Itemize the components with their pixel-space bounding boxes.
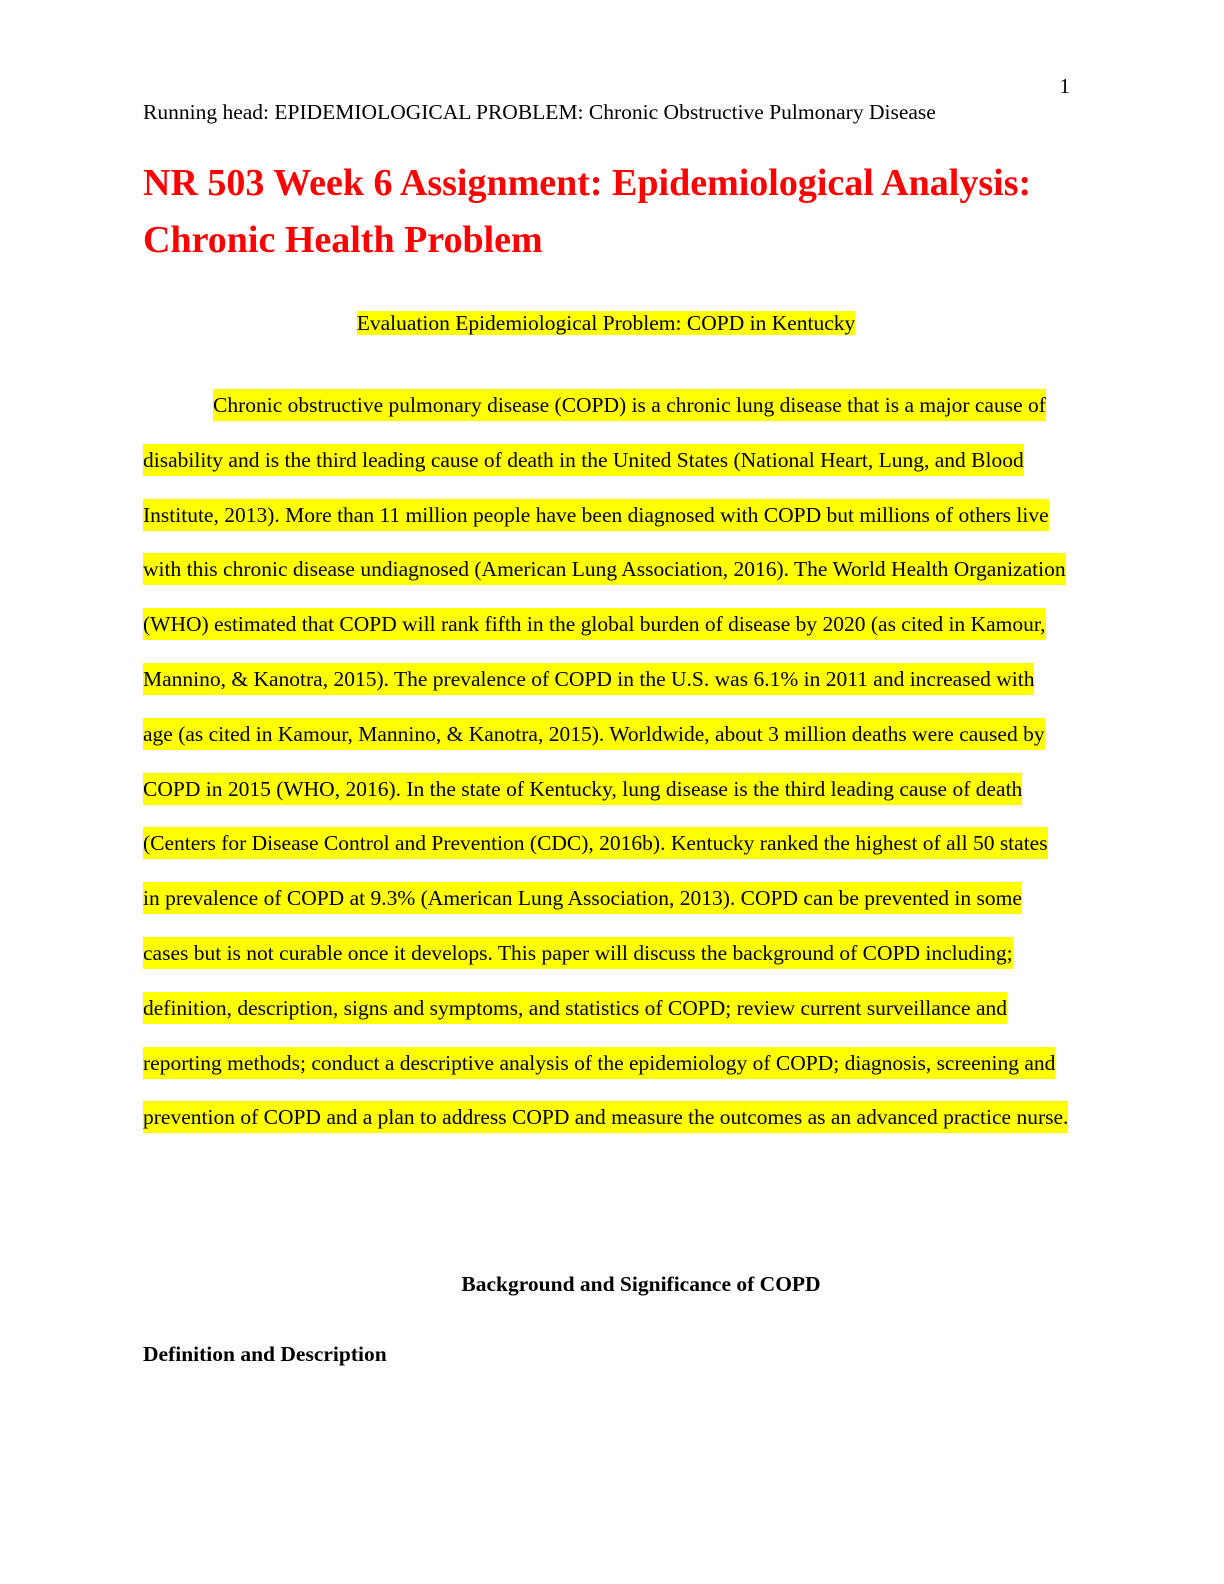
document-title: NR 503 Week 6 Assignment: Epidemiological Analysis: Chronic Health Problem: [143, 162, 1032, 261]
running-head: Running head: EPIDEMIOLOGICAL PROBLEM: Chronic Obstructive Pulmonary Disease: [143, 100, 936, 124]
intro-paragraph: Chronic obstructive pulmonary disease (COPD) is a chronic lung disease that is a major cause of disability and is the third leading cause of death in the United States (National Heart, Lung, and Blood Institute, 2013). More than 11 million people have been diagnosed with COPD but millions of others live with this chronic disease undiagnosed (American Lung Association, 2016). The World Health Organization (WHO) estimated that COPD will rank fifth in the global burden of disease by 2020 (as cited in Kamour, Mannino, & Kanotra, 2015). The prevalence of COPD in the U.S. was 6.1% in 2011 and increased with age (as cited in Kamour, Mannino, & Kanotra, 2015). Worldwide, about 3 million deaths were caused by COPD in 2015 (WHO, 2016). In the state of Kentucky, lung disease is the third leading cause of death (Centers for Disease Control and Prevention (CDC), 2016b). Kentucky ranked the highest of all 50 states in prevalence of COPD at 9.3% (American Lung Association, 2013). COPD can be prevented in some cases but is not curable once it develops. This paper will discuss the background of COPD including; definition, description, signs and symptoms, and statistics of COPD; review current surveillance and reporting methods; conduct a descriptive analysis of the epidemiology of COPD; diagnosis, screening and prevention of COPD and a plan to address COPD and measure the outcomes as an advanced practice nurse.: [143, 389, 1068, 1133]
page-number: 1: [1059, 74, 1070, 98]
document-subtitle: Evaluation Epidemiological Problem: COPD in Kentucky: [356, 311, 856, 335]
intro-paragraph-container: [143, 378, 1069, 1145]
section-heading: Background and Significance of COPD: [461, 1272, 821, 1296]
subsection-heading: Definition and Description: [143, 1342, 387, 1366]
subtitle-container: [143, 308, 1069, 338]
